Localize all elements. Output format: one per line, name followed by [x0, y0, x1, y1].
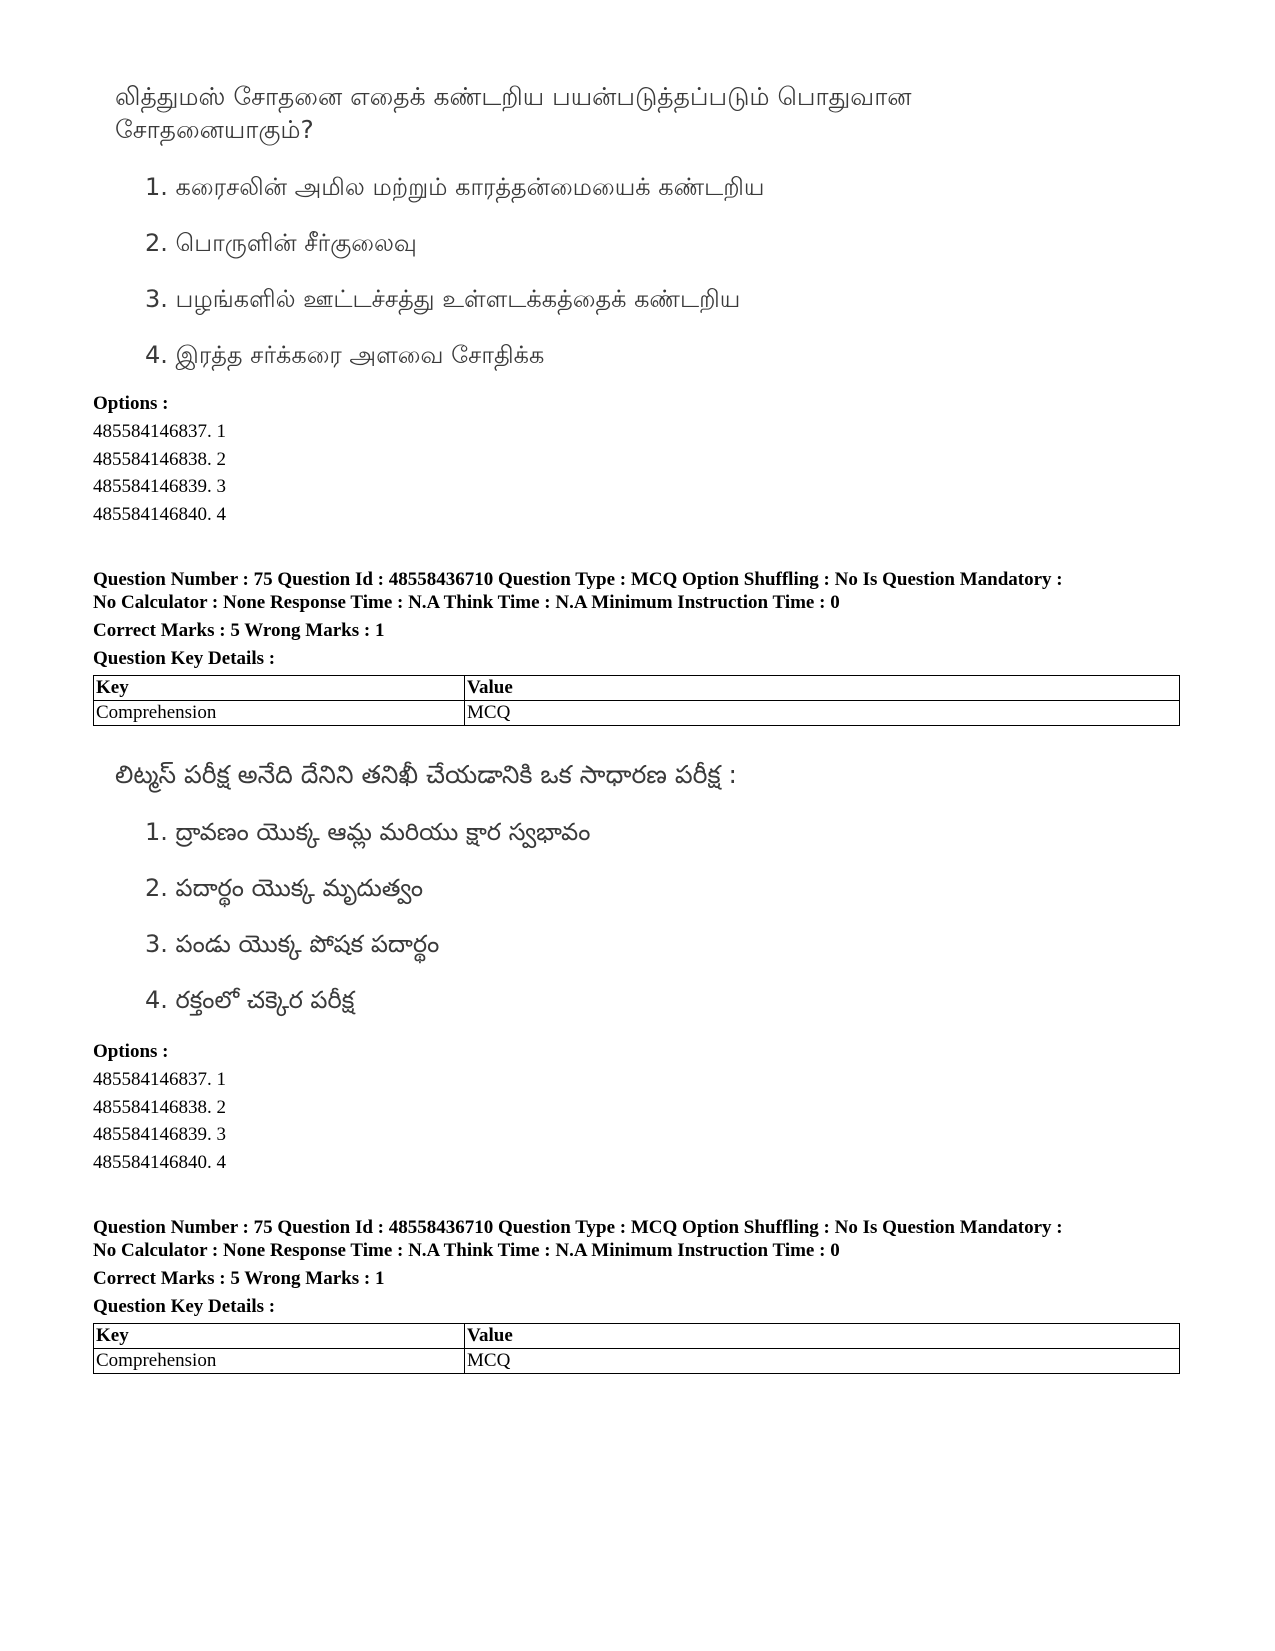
options-label: Options : — [93, 1041, 169, 1062]
choice-4: 4. రక్తంలో చక్కెర పరీక్ష — [145, 986, 355, 1014]
option-id-3: 485584146839. 3 — [93, 1124, 226, 1145]
question-stem: లిట్మస్ పరీక్ష అనేది దేనిని తనిఖీ చేయడానికి ఒక సాధారణ పరీక్ష : — [115, 760, 737, 789]
choice-1: 1. ద్రావణం యొక్క ఆమ్ల మరియు క్షార స్వభావం — [145, 818, 591, 846]
question-meta-line1: Question Number : 75 Question Id : 48558436710 Question Type : MCQ Option Shuffling : No Is Question Mandatory : — [93, 569, 1063, 590]
key-details-table — [93, 675, 1180, 726]
table-header-row — [94, 1324, 1180, 1349]
choice-2: 2. பொருளின் சீர்குலைவு — [145, 229, 417, 257]
option-id-1: 485584146837. 1 — [93, 421, 226, 442]
option-id-3: 485584146839. 3 — [93, 476, 226, 497]
question-stem: லித்துமஸ் சோதனை எதைக் கண்டறிய பயன்படுத்தப்படும் பொதுவான சோதனையாகும்? — [115, 82, 912, 144]
question-choices — [115, 172, 1115, 370]
value-cell: MCQ — [465, 1349, 1180, 1374]
option-id-1: 485584146837. 1 — [93, 1069, 226, 1090]
choice-3: 3. பழங்களில் ஊட்டச்சத்து உள்ளடக்கத்தைக் கண்டறிய — [145, 285, 741, 313]
key-cell: Comprehension — [94, 701, 465, 726]
choice-4: 4. இரத்த சர்க்கரை அளவை சோதிக்க — [145, 341, 545, 369]
key-details-table — [93, 1323, 1180, 1374]
key-header: Key — [94, 1324, 465, 1349]
key-header: Key — [94, 676, 465, 701]
value-header: Value — [465, 1324, 1180, 1349]
option-id-4: 485584146840. 4 — [93, 504, 226, 525]
question-meta-line2: No Calculator : None Response Time : N.A Think Time : N.A Minimum Instruction Time : 0 — [93, 592, 840, 613]
options-label: Options : — [93, 393, 169, 414]
question-image-tamil — [115, 80, 1115, 370]
option-id-2: 485584146838. 2 — [93, 1097, 226, 1118]
key-cell: Comprehension — [94, 1349, 465, 1374]
question-choices — [115, 817, 1115, 1015]
table-row — [94, 701, 1180, 726]
key-details-label: Question Key Details : — [93, 1296, 276, 1317]
choice-2: 2. పదార్థం యొక్క మృదుత్వం — [145, 874, 423, 902]
choice-1: 1. கரைசலின் அமில மற்றும் காரத்தன்மையைக் கண்டறிய — [145, 173, 765, 201]
question-meta-line2: No Calculator : None Response Time : N.A Think Time : N.A Minimum Instruction Time : 0 — [93, 1240, 840, 1261]
marks-line: Correct Marks : 5 Wrong Marks : 1 — [93, 1268, 385, 1289]
table-row — [94, 1349, 1180, 1374]
question-meta-line1: Question Number : 75 Question Id : 48558436710 Question Type : MCQ Option Shuffling : No Is Question Mandatory : — [93, 1217, 1063, 1238]
key-details-label: Question Key Details : — [93, 648, 276, 669]
question-image-telugu — [115, 758, 1115, 1015]
value-cell: MCQ — [465, 701, 1180, 726]
option-id-2: 485584146838. 2 — [93, 449, 226, 470]
marks-line: Correct Marks : 5 Wrong Marks : 1 — [93, 620, 385, 641]
table-header-row — [94, 676, 1180, 701]
value-header: Value — [465, 676, 1180, 701]
option-id-4: 485584146840. 4 — [93, 1152, 226, 1173]
choice-3: 3. పండు యొక్క పోషక పదార్థం — [145, 930, 440, 958]
